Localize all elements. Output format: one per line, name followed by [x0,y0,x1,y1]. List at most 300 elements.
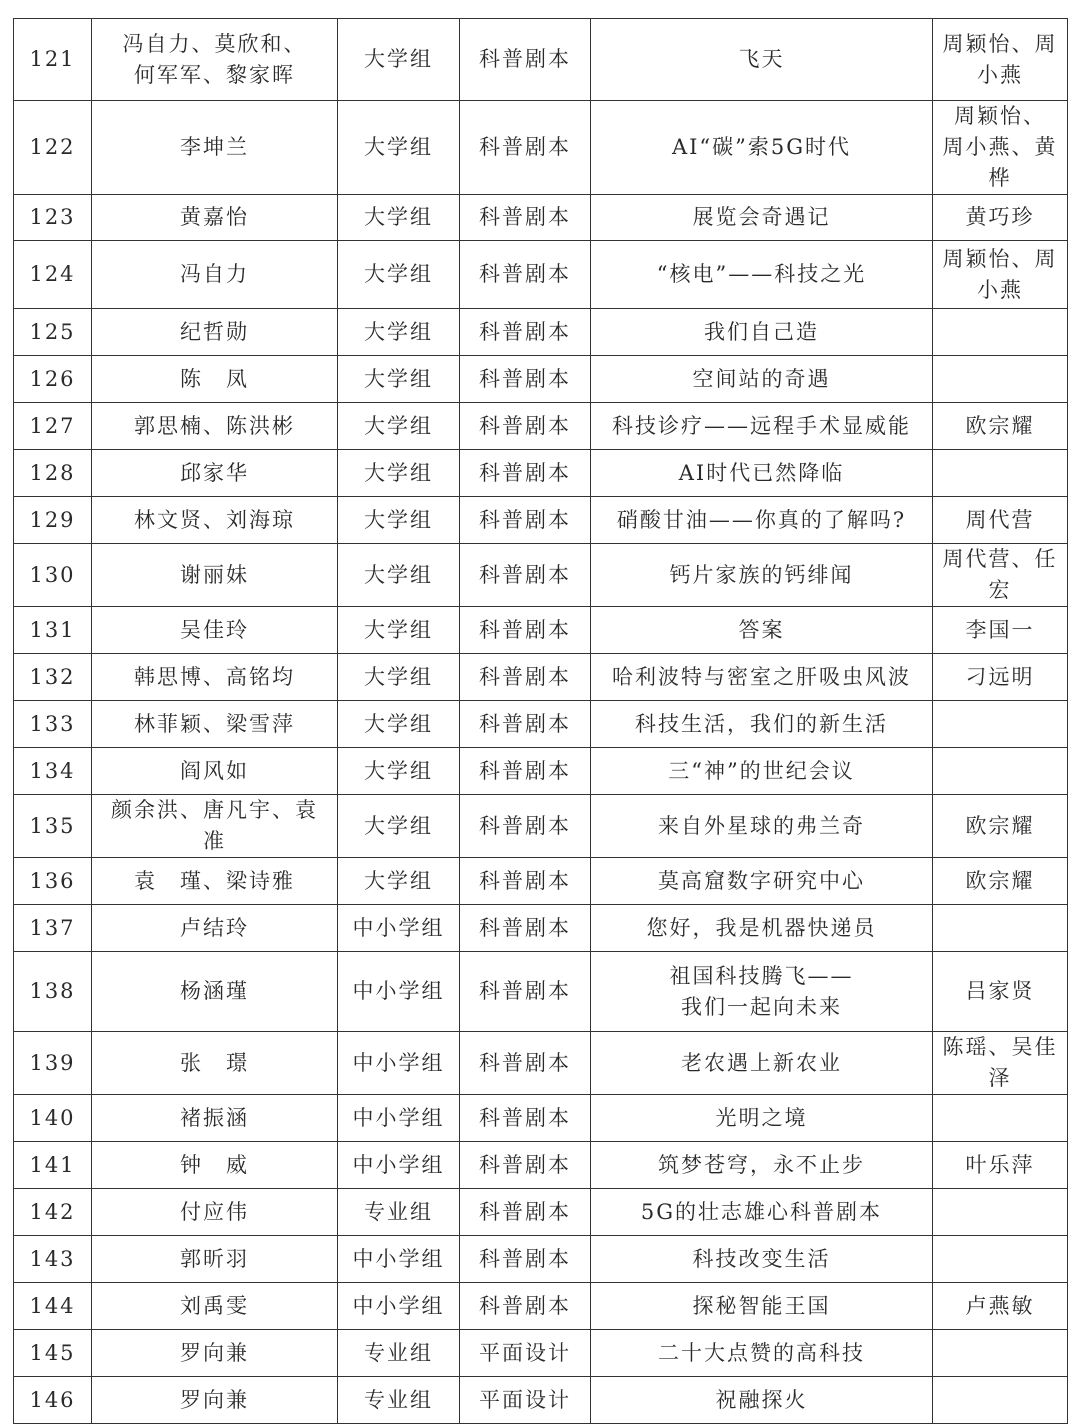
group-cell-text: 大学组 [364,47,433,71]
table-row [14,1283,1068,1330]
group-cell-text: 中小学组 [352,915,445,940]
category-cell-text: 科普剧本 [479,1246,571,1271]
category-cell-text: 科普剧本 [479,1152,571,1177]
group-cell [338,1330,460,1377]
work-title-cell [591,1095,933,1142]
category-cell [460,748,591,795]
category-cell-text: 科普剧本 [479,319,571,344]
work-title-cell [591,309,933,356]
category-cell-text: 科普剧本 [479,205,571,229]
advisor-cell-text: 欧宗耀 [965,868,1035,893]
table-row [14,858,1068,905]
group-cell-text: 大学组 [364,711,433,736]
advisor-cell [933,403,1068,450]
advisor-cell [933,1032,1068,1095]
authors-cell [92,101,338,195]
advisor-cell [933,795,1068,858]
row-number-cell [14,701,92,748]
advisor-cell [933,1236,1068,1283]
work-title-cell [591,450,933,497]
category-cell-text: 科普剧本 [479,460,571,485]
category-cell [460,858,591,905]
advisor-cell-text: 黄巧珍 [965,205,1035,229]
authors-cell-text: 刘禹雯 [180,1293,249,1318]
row-number-cell [14,195,92,241]
group-cell-text: 大学组 [364,664,433,689]
work-title-cell-text: 三“神”的世纪会议 [668,758,855,783]
advisor-cell-text: 周颖怡、周 [942,31,1058,56]
advisor-cell-text: 刁远明 [965,664,1035,689]
row-number-cell [14,1189,92,1236]
work-title-cell [591,795,933,858]
table-row [14,309,1068,356]
authors-cell [92,952,338,1032]
work-title-cell [591,607,933,654]
row-number-cell-text: 145 [29,1340,76,1365]
authors-cell-text: 阎风如 [180,758,249,783]
group-cell [338,701,460,748]
category-cell-text: 科普剧本 [479,979,571,1003]
advisor-cell-text: 卢燕敏 [965,1293,1035,1318]
category-cell [460,1330,591,1377]
row-number-cell-text: 142 [29,1199,76,1224]
advisor-cell-text: 周代营 [965,507,1035,532]
table-row [14,1032,1068,1095]
authors-cell-text: 钟 威 [180,1152,249,1177]
category-cell [460,1377,591,1424]
authors-cell [92,1330,338,1377]
table-row [14,905,1068,952]
table-row [14,544,1068,607]
table-row [14,19,1068,101]
authors-cell-text: 颜余洪、唐凡宇、袁 准 [111,798,341,853]
authors-cell [92,497,338,544]
category-cell-text: 科普剧本 [479,1199,571,1224]
authors-cell-text: 林文贤、刘海琼 [134,507,295,532]
category-cell [460,952,591,1032]
work-title-cell [591,356,933,403]
row-number-cell [14,905,92,952]
group-cell-text: 大学组 [364,413,433,438]
work-title-cell-text: 莫高窟数字研究中心 [658,868,865,893]
advisor-cell [933,952,1068,1032]
work-title-cell-text: 来自外星球的弗兰奇 [658,813,865,838]
advisor-cell [933,309,1068,356]
table-row [14,1236,1068,1283]
category-cell [460,905,591,952]
group-cell-text: 专业组 [364,1340,433,1365]
advisor-cell [933,241,1068,309]
row-number-cell-text: 129 [29,507,76,532]
table-row [14,241,1068,309]
group-cell-text: 大学组 [364,135,433,159]
advisor-cell-text: 欧宗耀 [965,813,1035,838]
row-number-cell-text: 146 [29,1387,76,1412]
category-cell-text: 科普剧本 [479,868,571,893]
authors-cell [92,905,338,952]
row-number-cell [14,607,92,654]
advisor-cell [933,1142,1068,1189]
work-title-cell-text: 科技改变生活 [692,1246,831,1271]
work-title-cell [591,952,933,1032]
category-cell [460,309,591,356]
work-title-cell-text: 展览会奇遇记 [692,205,831,229]
work-title-cell-text: 祖国科技腾飞—— [669,963,854,988]
work-title-cell-text: 硝酸甘油——你真的了解吗? [616,507,907,532]
group-cell-text: 大学组 [364,813,433,838]
work-title-cell-text: 探秘智能王国 [692,1293,831,1318]
row-number-cell [14,654,92,701]
work-title-cell-text: 光明之境 [715,1105,808,1130]
group-cell-text: 中小学组 [352,1050,445,1075]
row-number-cell-text: 143 [29,1246,76,1271]
group-cell-text: 大学组 [364,868,433,893]
table-row [14,450,1068,497]
table-row [14,356,1068,403]
group-cell-text: 大学组 [364,617,433,642]
authors-cell-text: 陈 凤 [180,366,249,391]
work-title-cell [591,905,933,952]
advisor-cell-text: 周颖怡、 [954,104,1046,128]
advisor-cell [933,544,1068,607]
group-cell-text: 大学组 [364,562,433,587]
group-cell-text: 大学组 [364,319,433,344]
group-cell-text: 专业组 [364,1199,433,1224]
work-title-cell-text: 空间站的奇遇 [692,366,831,391]
work-title-cell [591,858,933,905]
authors-cell [92,309,338,356]
work-title-cell-text: 二十大点赞的高科技 [658,1340,865,1365]
category-cell-text: 科普剧本 [479,47,571,71]
authors-cell-text: 黄嘉怡 [180,205,249,229]
work-title-cell-text: 科技生活，我们的新生活 [635,711,888,736]
category-cell [460,241,591,309]
advisor-cell-text: 周颖怡、周 [942,246,1058,271]
row-number-cell [14,450,92,497]
group-cell [338,748,460,795]
authors-cell [92,795,341,858]
group-cell-text: 中小学组 [352,979,445,1003]
work-title-cell [591,195,933,241]
group-cell [338,1236,460,1283]
work-title-cell-text: 筑梦苍穹，永不止步 [658,1152,865,1177]
authors-cell-text: 林菲颖、梁雪萍 [134,711,295,736]
table-row [14,701,1068,748]
advisor-cell [933,101,1068,195]
row-number-cell-text: 140 [29,1105,76,1130]
row-number-cell [14,19,92,101]
row-number-cell [14,403,92,450]
authors-cell-text: 纪哲勋 [180,319,249,344]
authors-cell-text: 郭思楠、陈洪彬 [134,413,295,438]
group-cell [338,1377,460,1424]
row-number-cell-text: 128 [29,460,76,485]
work-title-cell-text: 老农遇上新农业 [681,1050,842,1075]
authors-cell [92,241,338,309]
category-cell-text: 科普剧本 [479,915,571,940]
advisor-cell [933,905,1068,952]
group-cell-text: 专业组 [364,1387,433,1412]
table-row [14,195,1068,241]
authors-cell-text: 褚振涵 [180,1105,249,1130]
work-title-cell [591,1142,933,1189]
row-number-cell-text: 132 [29,664,76,689]
work-title-cell-text: 钙片家族的钙绯闻 [669,562,854,587]
row-number-cell [14,1095,92,1142]
authors-cell [92,607,338,654]
group-cell [338,1032,460,1095]
authors-cell-text: 付应伟 [180,1199,249,1224]
row-number-cell [14,497,92,544]
row-number-cell-text: 138 [29,979,76,1003]
group-cell [338,1095,460,1142]
authors-cell-text: 邱家华 [180,460,249,485]
row-number-cell-text: 122 [29,135,76,159]
authors-cell [92,1236,338,1283]
group-cell [338,195,460,241]
work-title-cell-text: 您好，我是机器快递员 [646,915,877,940]
advisor-cell [933,195,1068,241]
row-number-cell [14,544,92,607]
row-number-cell [14,309,92,356]
work-title-cell-text: 我们自己造 [704,319,819,344]
advisor-cell [933,1330,1068,1377]
category-cell [460,1236,591,1283]
authors-cell-text: 袁 瑾、梁诗雅 [134,868,295,893]
group-cell [338,497,460,544]
category-cell [460,607,591,654]
work-title-cell [591,1189,933,1236]
authors-cell [92,356,338,403]
advisor-cell-text: 陈瑶、吴佳泽 [942,1035,1058,1090]
work-title-cell [591,497,933,544]
row-number-cell-text: 125 [29,319,76,344]
row-number-cell [14,952,92,1032]
work-title-cell-text: AI“碳”索5G时代 [671,135,852,159]
group-cell [338,450,460,497]
authors-cell [92,195,338,241]
row-number-cell-text: 131 [29,617,76,642]
row-number-cell-text: 123 [29,205,76,229]
advisor-cell-text: 吕家贤 [965,979,1035,1003]
work-title-cell [591,1236,933,1283]
category-cell-text: 科普剧本 [479,711,571,736]
category-cell-text: 科普剧本 [479,135,571,159]
advisor-cell-text: 叶乐萍 [965,1152,1035,1177]
table-row [14,101,1068,195]
authors-cell [92,1142,338,1189]
work-title-cell [591,1377,933,1424]
category-cell-text: 科普剧本 [479,813,571,838]
row-number-cell-text: 135 [29,813,76,838]
category-cell-text: 科普剧本 [479,562,571,587]
row-number-cell-text: 144 [29,1293,76,1318]
table-row [14,1330,1068,1377]
work-title-cell-text: 科技诊疗——远程手术显威能 [612,413,911,438]
work-title-cell [591,101,933,195]
advisor-cell-text: 李国一 [965,617,1035,642]
category-cell-text: 科普剧本 [479,366,571,391]
group-cell-text: 大学组 [364,507,433,532]
group-cell [338,101,460,195]
authors-cell-text: 郭昕羽 [180,1246,249,1271]
authors-cell [92,1283,338,1330]
authors-cell-text: 冯自力、莫欣和、 [122,31,307,56]
table-row [14,1142,1068,1189]
group-cell [338,858,460,905]
authors-cell-text: 谢丽妹 [180,562,249,587]
table-row [14,1095,1068,1142]
work-title-cell [591,403,933,450]
authors-cell-text: 冯自力 [180,262,249,286]
work-title-cell [591,19,933,101]
authors-cell-text: 吴佳玲 [180,617,249,642]
row-number-cell [14,1377,92,1424]
group-cell-text: 中小学组 [352,1105,445,1130]
advisor-cell [933,1377,1068,1424]
row-number-cell-text: 133 [29,711,76,736]
category-cell [460,1283,591,1330]
category-cell [460,1032,591,1095]
group-cell-text: 大学组 [364,758,433,783]
table-row [14,654,1068,701]
authors-cell [92,748,338,795]
row-number-cell [14,1142,92,1189]
row-number-cell [14,241,92,309]
category-cell [460,1142,591,1189]
row-number-cell [14,858,92,905]
work-title-cell-text: 哈利波特与密室之肝吸虫风波 [612,664,911,689]
table-row [14,607,1068,654]
work-title-cell [591,701,933,748]
row-number-cell [14,1032,92,1095]
authors-cell [92,701,338,748]
group-cell [338,607,460,654]
group-cell-text: 中小学组 [352,1246,445,1271]
group-cell [338,241,460,309]
category-cell-text: 平面设计 [479,1387,571,1412]
authors-cell-text: 卢结玲 [180,915,249,940]
advisor-cell [933,356,1068,403]
category-cell [460,450,591,497]
table-row [14,1189,1068,1236]
row-number-cell [14,1283,92,1330]
table-row [14,403,1068,450]
advisor-cell [933,701,1068,748]
table-row [14,952,1068,1032]
row-number-cell-text: 130 [29,562,76,587]
authors-cell [92,1377,338,1424]
advisor-cell [933,1189,1068,1236]
row-number-cell-text: 126 [29,366,76,391]
advisor-cell [933,748,1068,795]
authors-cell [92,858,338,905]
table-row [14,1377,1068,1424]
advisor-cell-text: 欧宗耀 [965,413,1035,438]
category-cell-text: 科普剧本 [479,1050,571,1075]
work-title-cell-text: 飞天 [738,47,785,71]
advisor-cell [933,654,1068,701]
category-cell [460,654,591,701]
group-cell [338,1283,460,1330]
category-cell [460,195,591,241]
advisor-cell-text: 小燕 [977,62,1023,87]
row-number-cell [14,748,92,795]
category-cell [460,497,591,544]
row-number-cell-text: 124 [29,262,76,286]
group-cell [338,795,460,858]
category-cell-text: 科普剧本 [479,507,571,532]
table-row [14,748,1068,795]
row-number-cell [14,1330,92,1377]
group-cell [338,1142,460,1189]
authors-cell [92,450,338,497]
work-title-cell [591,1330,933,1377]
work-title-cell [591,748,933,795]
table-row [14,795,1068,858]
work-title-cell-text: 我们一起向未来 [681,994,842,1019]
group-cell [338,19,460,101]
row-number-cell [14,356,92,403]
advisor-cell-text: 小燕 [977,277,1023,302]
category-cell-text: 科普剧本 [479,262,571,286]
category-cell [460,701,591,748]
advisor-cell [933,858,1068,905]
work-title-cell-text: 5G的壮志雄心科普剧本 [640,1199,883,1224]
row-number-cell [14,795,92,858]
group-cell [338,1189,460,1236]
work-title-cell-text: AI时代已然降临 [678,460,845,485]
group-cell-text: 大学组 [364,262,433,286]
group-cell-text: 中小学组 [352,1293,445,1318]
advisor-cell [933,450,1068,497]
advisor-cell-text: 周小燕、黄桦 [942,135,1058,190]
authors-cell-text: 韩思博、高铭均 [134,664,295,689]
group-cell-text: 大学组 [364,460,433,485]
category-cell [460,795,591,858]
award-list-table [13,18,1068,1424]
authors-cell-text: 何军军、黎家晖 [134,62,295,87]
row-number-cell-text: 137 [29,915,76,940]
advisor-cell [933,19,1068,101]
table-row [14,497,1068,544]
authors-cell-text: 杨涵瑾 [180,979,249,1003]
row-number-cell-text: 136 [29,868,76,893]
authors-cell-text: 罗向兼 [180,1387,249,1412]
row-number-cell-text: 141 [29,1152,76,1177]
work-title-cell-text: 祝融探火 [715,1387,808,1412]
group-cell [338,403,460,450]
group-cell-text: 大学组 [364,366,433,391]
advisor-cell [933,1283,1068,1330]
category-cell-text: 平面设计 [479,1340,571,1365]
category-cell [460,403,591,450]
group-cell [338,654,460,701]
group-cell [338,905,460,952]
group-cell [338,952,460,1032]
authors-cell-text: 罗向兼 [180,1340,249,1365]
authors-cell-text: 李坤兰 [180,135,249,159]
category-cell [460,1189,591,1236]
group-cell-text: 大学组 [364,205,433,229]
advisor-cell [933,497,1068,544]
group-cell-text: 中小学组 [352,1152,445,1177]
row-number-cell-text: 121 [29,47,76,71]
work-title-cell [591,1283,933,1330]
category-cell-text: 科普剧本 [479,413,571,438]
authors-cell [92,654,338,701]
row-number-cell-text: 127 [29,413,76,438]
